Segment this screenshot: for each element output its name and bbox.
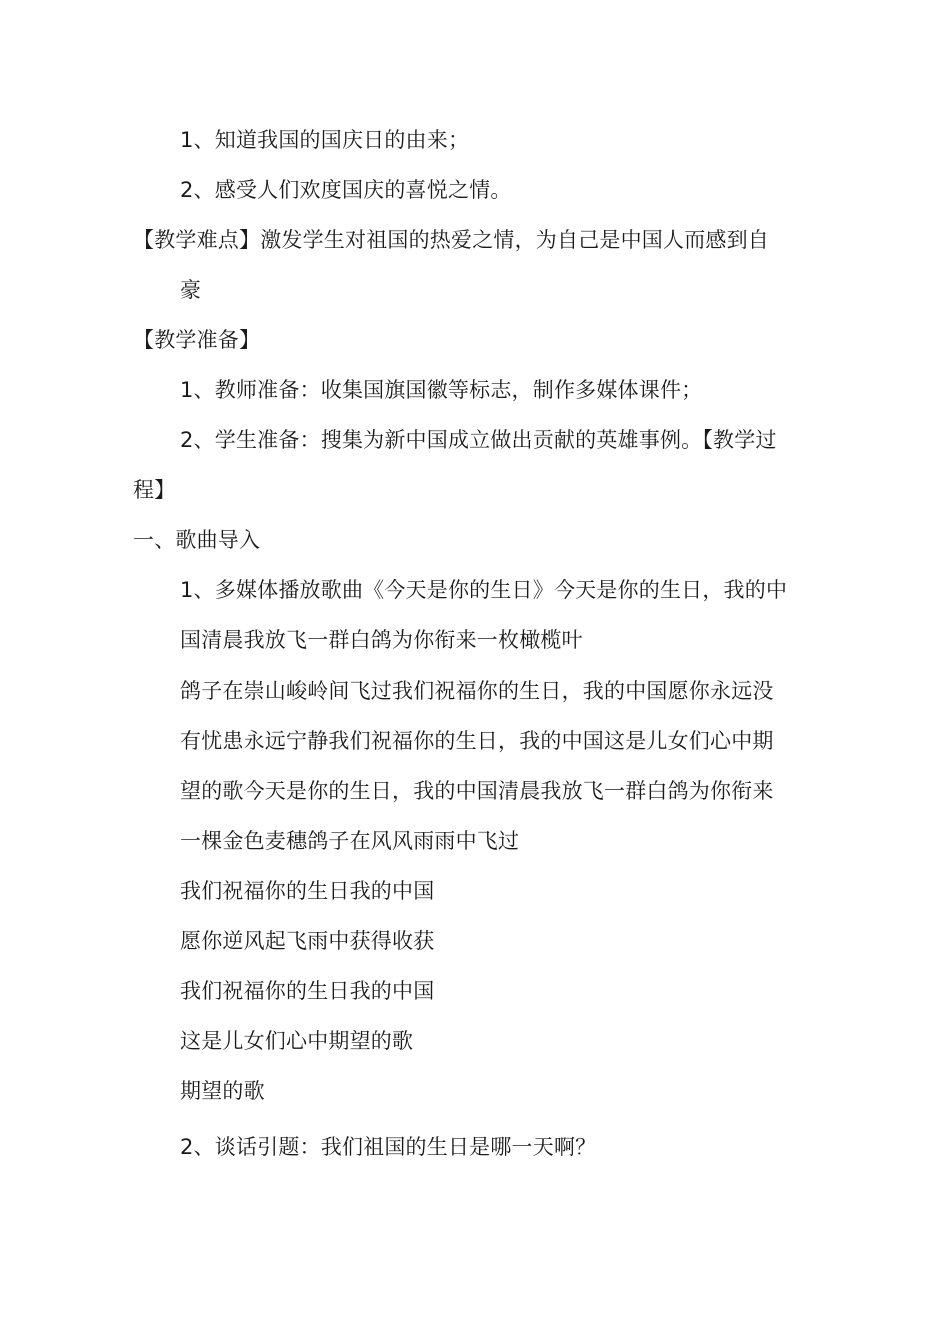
song-paragraph-line-3: 鸽子在崇山峻岭间飞过我们祝福你的生日，我的中国愿你永远没 bbox=[180, 679, 774, 703]
song-paragraph-line-5: 望的歌今天是你的生日，我的中国清晨我放飞一群白鸽为你衔来 bbox=[180, 779, 774, 803]
song-lyric-line-5: 期望的歌 bbox=[180, 1079, 265, 1103]
song-lyric-line-3: 我们祝福你的生日我的中国 bbox=[180, 979, 435, 1003]
song-lyric-line-4: 这是儿女们心中期望的歌 bbox=[180, 1029, 414, 1053]
song-paragraph-line-1: 1、多媒体播放歌曲《今天是你的生日》今天是你的生日，我的中 bbox=[180, 578, 788, 602]
objective-line-1: 1、知道我国的国庆日的由来； bbox=[180, 128, 470, 152]
student-preparation-line: 2、学生准备：搜集为新中国成立做出贡献的英雄事例。【教学过 bbox=[180, 428, 777, 452]
song-paragraph-line-6: 一棵金色麦穗鸽子在风风雨雨中飞过 bbox=[180, 829, 520, 853]
teacher-preparation-line: 1、教师准备：收集国旗国徽等标志，制作多媒体课件； bbox=[180, 378, 703, 402]
section-song-intro-heading: 一、歌曲导入 bbox=[133, 528, 261, 552]
song-paragraph-line-4: 有忧患永远宁静我们祝福你的生日，我的中国这是儿女们心中期 bbox=[180, 729, 774, 753]
song-lyric-line-2: 愿你逆风起飞雨中获得收获 bbox=[180, 929, 435, 953]
discussion-question-line: 2、谈话引题：我们祖国的生日是哪一天啊？ bbox=[180, 1135, 597, 1159]
objective-line-2: 2、感受人们欢度国庆的喜悦之情。 bbox=[180, 178, 512, 202]
song-lyric-line-1: 我们祝福你的生日我的中国 bbox=[180, 879, 435, 903]
teaching-difficulty-line: 【教学难点】激发学生对祖国的热爱之情，为自己是中国人而感到自 bbox=[133, 228, 769, 252]
student-preparation-continuation: 程】 bbox=[133, 478, 176, 502]
song-paragraph-line-2: 国清晨我放飞一群白鸽为你衔来一枚橄榄叶 bbox=[180, 628, 583, 652]
teaching-difficulty-continuation: 豪 bbox=[180, 278, 202, 302]
teaching-preparation-heading: 【教学准备】 bbox=[133, 328, 261, 352]
